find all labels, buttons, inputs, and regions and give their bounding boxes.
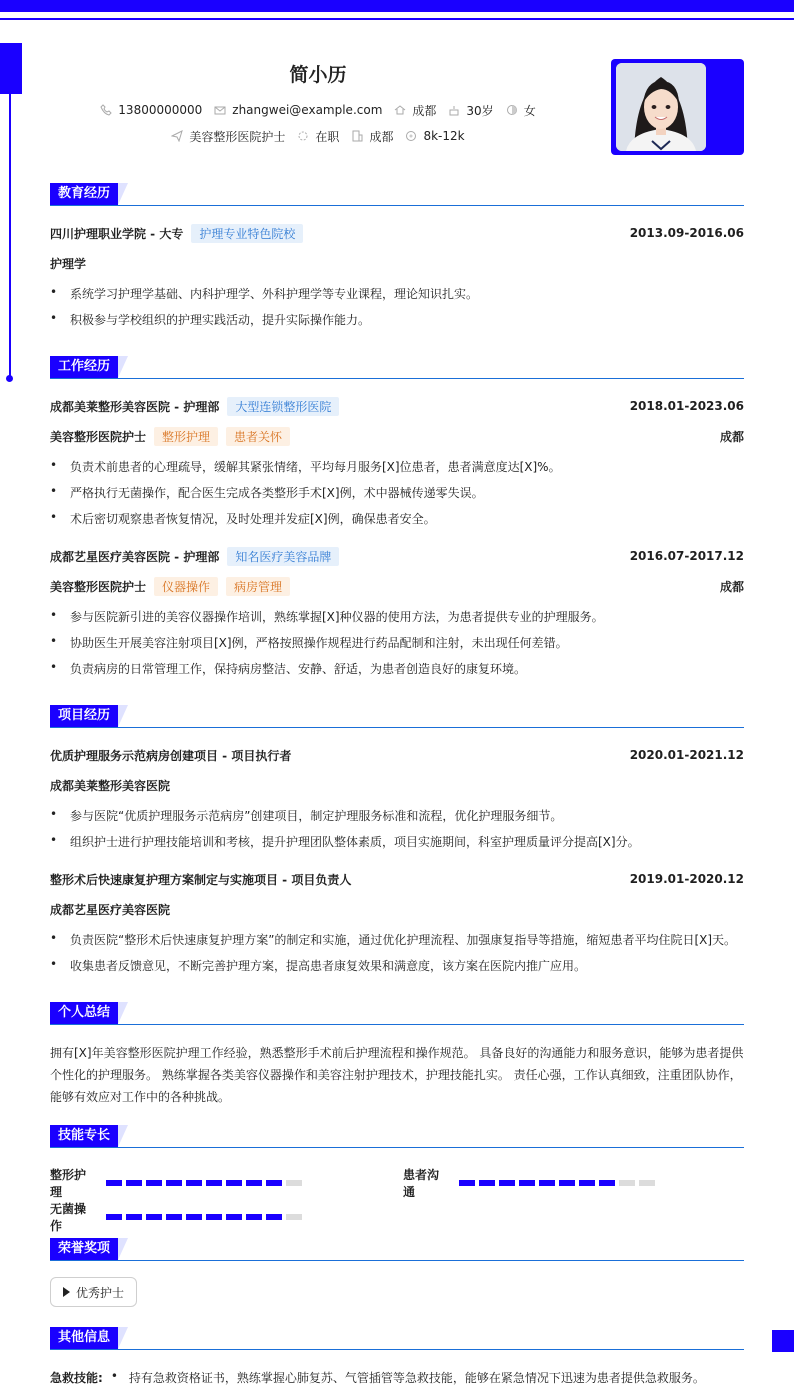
project-date: 2019.01-2020.12 bbox=[629, 872, 744, 886]
gender-text: 女 bbox=[523, 103, 536, 118]
education-major-row bbox=[50, 254, 744, 272]
other-section-title: 其他信息 bbox=[50, 1327, 128, 1349]
cake-icon bbox=[448, 104, 460, 116]
skill-tag: 患者关怀 bbox=[226, 427, 290, 446]
corner-accent-square bbox=[772, 1330, 794, 1352]
phone-text: 13800000000 bbox=[118, 103, 203, 117]
project-title: 优质护理服务示范病房创建项目 - 项目执行者 bbox=[50, 748, 292, 763]
summary-text: 拥有[X]年美容整形医院护理工作经验，熟悉整形手术前后护理流程和操作规范。 具备良好的沟通能力和服务意识，能够为患者提供 个性化的护理服务。 熟练掌握各类美容仪器操作和美容注射护理技术，护理技能扎实。 责任心强，工作认真细致，注重团队协作， 能够有效应对工作中的各种挑战。 bbox=[50, 1046, 744, 1104]
skill-item: 患者沟通 bbox=[403, 1166, 655, 1200]
list-item: • 系统学习护理学基础、内科护理学、外科护理学等专业课程，理论知识扎实。 bbox=[50, 285, 479, 301]
project-org: 成都美莱整形美容医院 bbox=[50, 778, 171, 793]
company-tag: 大型连锁整形医院 bbox=[227, 397, 339, 416]
salary-text: 8k-12k bbox=[423, 129, 465, 143]
work-date: 2016.07-2017.12 bbox=[629, 549, 744, 563]
education-divider bbox=[50, 205, 744, 206]
target-job-item bbox=[171, 128, 285, 145]
list-item: • 积极参与学校组织的护理实践活动，提升实际操作能力。 bbox=[50, 311, 371, 327]
education-row bbox=[50, 224, 744, 242]
project-title-row bbox=[50, 746, 744, 764]
profile-photo bbox=[616, 63, 706, 151]
status-icon bbox=[297, 130, 309, 142]
age-item bbox=[448, 102, 493, 119]
list-item: • 负责医院“整形术后快速康复护理方案”的制定和实施，通过优化护理流程、加强康复指导等措施，缩短患者平均住院日[X]天。 bbox=[50, 931, 737, 947]
work-divider bbox=[50, 378, 744, 379]
skill-item: 无菌操作 bbox=[50, 1200, 302, 1234]
target-job-text: 美容整形医院护士 bbox=[189, 129, 286, 144]
project-title-row bbox=[50, 870, 744, 888]
age-text: 30岁 bbox=[466, 103, 494, 118]
top-accent-bar bbox=[0, 0, 794, 12]
skill-level-bar bbox=[459, 1180, 655, 1186]
work-company-row bbox=[50, 397, 744, 415]
salary-item bbox=[405, 129, 464, 143]
major: 护理学 bbox=[50, 256, 87, 271]
school-name: 四川护理职业学院 - 大专 bbox=[50, 226, 184, 241]
skill-item: 整形护理 bbox=[50, 1166, 302, 1200]
skill-tag: 病房管理 bbox=[226, 577, 290, 596]
skill-level-bar bbox=[106, 1180, 302, 1186]
other-divider bbox=[50, 1349, 744, 1350]
triangle-icon bbox=[63, 1287, 70, 1297]
contact-row bbox=[0, 100, 636, 120]
send-icon bbox=[171, 130, 183, 142]
list-item: • 术后密切观察患者恢复情况，及时处理并发症[X]例，确保患者安全。 bbox=[50, 510, 436, 526]
list-item: • 参与医院新引进的美容仪器操作培训，熟练掌握[X]种仪器的使用方法，为患者提供专业的护理服务。 bbox=[50, 608, 604, 624]
list-item: • 收集患者反馈意见，不断完善护理方案，提高患者康复效果和满意度，该方案在医院内推广应用。 bbox=[50, 957, 587, 973]
resume-name: 简小历 bbox=[289, 64, 347, 86]
honor-badge: 优秀护士 bbox=[50, 1277, 137, 1307]
project-divider bbox=[50, 727, 744, 728]
project-org: 成都艺星医疗美容医院 bbox=[50, 902, 171, 917]
honors-divider bbox=[50, 1260, 744, 1261]
skills-section-title: 技能专长 bbox=[50, 1125, 128, 1147]
phone-item bbox=[100, 103, 202, 117]
skill-level-bar bbox=[106, 1214, 302, 1220]
intention-row bbox=[0, 126, 636, 146]
phone-icon bbox=[100, 104, 112, 116]
work-section-title: 工作经历 bbox=[50, 356, 128, 378]
mail-icon bbox=[214, 104, 226, 116]
side-accent-dot bbox=[6, 375, 13, 382]
building-icon bbox=[351, 130, 363, 142]
profile-photo-frame bbox=[611, 59, 744, 155]
list-item: • 组织护士进行护理技能培训和考核，提升护理团队整体素质，项目实施期间，科室护理质量评分提高[X]分。 bbox=[50, 833, 640, 849]
email-text: zhangwei@example.com bbox=[232, 103, 383, 117]
other-info-row: 急救技能: • 持有急救资格证书，熟练掌握心肺复苏、气管插管等急救技能，能够在紧急情况下迅速为患者提供急救服务。 bbox=[50, 1369, 705, 1385]
other-info-label: 急救技能: bbox=[50, 1371, 103, 1385]
skill-tag: 仪器操作 bbox=[154, 577, 218, 596]
job-role: 美容整形医院护士 bbox=[50, 429, 147, 444]
work-city: 成都 bbox=[719, 429, 744, 444]
project-org-row bbox=[50, 776, 744, 794]
project-date: 2020.01-2021.12 bbox=[629, 748, 744, 762]
work-role-row bbox=[50, 577, 744, 595]
work-role-row bbox=[50, 427, 744, 445]
coin-icon bbox=[405, 130, 417, 142]
other-info-text: 持有急救资格证书，熟练掌握心肺复苏、气管插管等急救技能，能够在紧急情况下迅速为患者提供急救服务。 bbox=[128, 1371, 705, 1385]
job-role: 美容整形医院护士 bbox=[50, 579, 147, 594]
list-item: • 负责病房的日常管理工作，保持病房整洁、安静、舒适，为患者创造良好的康复环境。 bbox=[50, 660, 527, 676]
list-item: • 负责术前患者的心理疏导，缓解其紧张情绪，平均每月服务[X]位患者，患者满意度达[X]%。 bbox=[50, 458, 561, 474]
skill-tag: 整形护理 bbox=[154, 427, 218, 446]
gender-item bbox=[506, 102, 536, 119]
city-text: 成都 bbox=[412, 103, 437, 118]
company-tag: 知名医疗美容品牌 bbox=[227, 547, 339, 566]
summary-divider bbox=[50, 1024, 744, 1025]
status-item bbox=[297, 128, 339, 145]
target-city-item bbox=[351, 128, 393, 145]
work-city: 成都 bbox=[719, 579, 744, 594]
target-city-text: 成都 bbox=[369, 129, 394, 144]
skills-divider bbox=[50, 1147, 744, 1148]
email-item bbox=[214, 103, 382, 117]
education-date: 2013.09-2016.06 bbox=[629, 226, 744, 240]
status-text: 在职 bbox=[315, 129, 340, 144]
list-item: • 协助医生开展美容注射项目[X]例，严格按照操作规程进行药品配制和注射，未出现任何差错。 bbox=[50, 634, 568, 650]
project-title: 整形术后快速康复护理方案制定与实施项目 - 项目负责人 bbox=[50, 872, 352, 887]
list-item: • 参与医院“优质护理服务示范病房”创建项目，制定护理服务标准和流程，优化护理服务细节。 bbox=[50, 807, 563, 823]
company-name: 成都艺星医疗美容医院 - 护理部 bbox=[50, 549, 220, 564]
company-name: 成都美莱整形美容医院 - 护理部 bbox=[50, 399, 220, 414]
work-company-row bbox=[50, 547, 744, 565]
gender-icon bbox=[506, 104, 518, 116]
school-tag: 护理专业特色院校 bbox=[191, 224, 303, 243]
home-icon bbox=[394, 104, 406, 116]
top-accent-line bbox=[0, 18, 794, 20]
honors-section-title: 荣誉奖项 bbox=[50, 1238, 128, 1260]
education-section-title: 教育经历 bbox=[50, 183, 128, 205]
project-section-title: 项目经历 bbox=[50, 705, 128, 727]
summary-section-title: 个人总结 bbox=[50, 1002, 128, 1024]
list-item: • 严格执行无菌操作，配合医生完成各类整形手术[X]例，术中器械传递零失误。 bbox=[50, 484, 484, 500]
city-item bbox=[394, 102, 436, 119]
project-org-row bbox=[50, 900, 744, 918]
work-date: 2018.01-2023.06 bbox=[629, 399, 744, 413]
